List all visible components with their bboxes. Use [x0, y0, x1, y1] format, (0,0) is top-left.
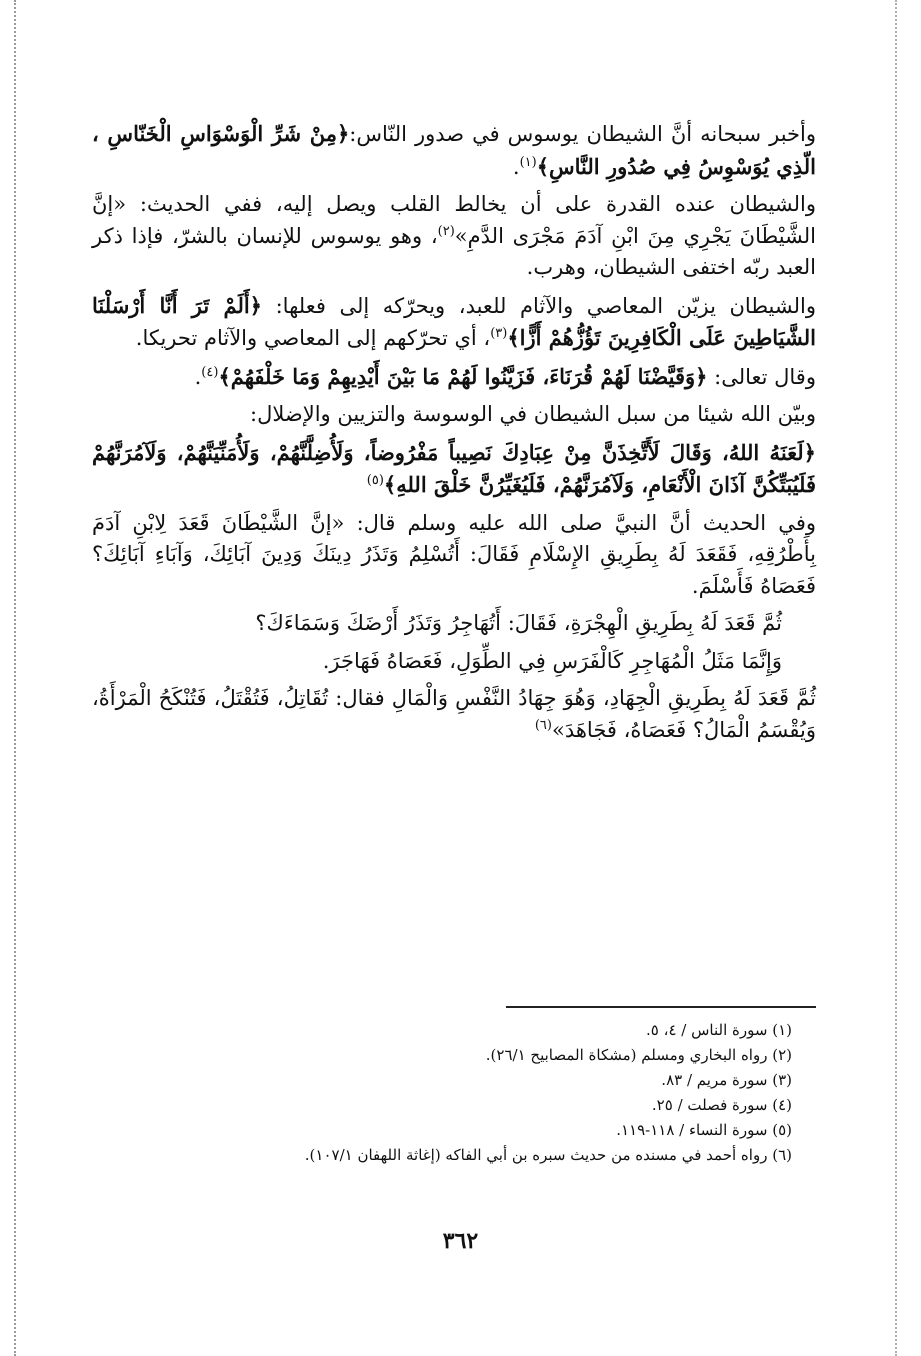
footnote: (١) سورة الناس / ٤، ٥. — [646, 1021, 792, 1039]
paragraph-text: والشيطان عنده القدرة على أن يخالط القلب ويصل إليه، ففي الحديث: «إنَّ الشَّيْطَانَ يَجْرِي مِنَ ابْنِ آدَمَ مَجْرَى الدَّمِ» — [92, 192, 816, 248]
paragraph-text: . — [194, 364, 202, 389]
quran-verse: ﴿مِنْ شَرِّ الْوَسْوَاسِ الْخَنّاسِ ، الّذِي يُوَسْوِسُ فِي صُدُورِ النَّاسِ﴾ — [92, 121, 816, 179]
footnote-ref: (٦) — [534, 717, 552, 733]
paragraph — [92, 646, 816, 678]
paragraph — [92, 290, 816, 355]
paragraph — [92, 608, 816, 640]
paragraph-text: والشيطان يزيّن المعاصي والآثام للعبد، ويحرّكه إلى فعلها: — [262, 293, 817, 318]
paragraph — [92, 399, 816, 431]
paragraph-text: . — [512, 154, 520, 179]
paragraph-text: وبيّن الله شيئا من سبل الشيطان في الوسوسة والتزيين والإضلال: — [250, 402, 816, 426]
paragraph — [92, 683, 816, 746]
footnote-ref: (٥) — [366, 473, 384, 488]
paragraph — [92, 508, 816, 603]
quran-verse: ﴿أَلَمْ تَرَ أَنَّا أَرْسَلْنَا الشَّيَاطِينَ عَلَى الْكَافِرِينَ تَؤُزُّهُمْ أَزًّا﴾ — [92, 292, 816, 350]
paragraph-text: وفي الحديث أنَّ النبيَّ صلى الله عليه وسلم قال: «إنَّ الشَّيْطَانَ قَعَدَ لِابْنِ آدَمَ بِأَطْرُقِهِ، فَقَعَدَ لَهُ بِطَرِيقِ الإِسْلَامِ فَقَالَ: أَتُسْلِمُ وَتَذَرُ دِينَكَ وَدِينَ آبَائِكَ، وَآبَاءِ آبَائِكَ؟ فَعَصَاهُ فَأَسْلَمَ. — [92, 510, 816, 598]
paragraph — [92, 189, 816, 284]
paragraph — [92, 361, 816, 394]
footnote: (٣) سورة مريم / ٨٣. — [661, 1071, 792, 1089]
page-number: ٣٦٢ — [442, 1228, 479, 1254]
footnotes — [92, 1018, 792, 1168]
paragraph-text: ، وهو يوسوس للإنسان بالشرّ، فإذا ذكر العبد ربّه اختفى الشيطان، وهرب. — [92, 223, 816, 279]
paragraph — [92, 118, 816, 183]
paragraph-text: ثُمَّ قَعَدَ لَهُ بِطَرِيقِ الْهِجْرَةِ، فَقَالَ: أَتُهَاجِرُ وَتَذَرُ أَرْضَكَ وَسَمَاءَكَ؟ — [255, 611, 782, 635]
quran-verse: ﴿لَعَنَهُ اللهُ، وَقَالَ لَأَتَّخِذَنَّ مِنْ عِبَادِكَ نَصِيباً مَفْرُوضاً، وَلَأُضِلَّنَّهُمْ، وَلَأُمَنِّيَنَّهُمْ، وَلَآمُرَنَّهُمْ فَلَيُبَتِّكُنَّ آذَانَ الْأَنْعَامِ، وَلَآمُرَنَّهُمْ، فَلَيُغَيِّرُنَّ خَلْقَ اللهِ﴾ — [92, 439, 816, 497]
footnote-ref: (٤) — [201, 364, 219, 380]
scan-edge-right — [895, 0, 897, 1356]
paragraph — [92, 437, 816, 502]
footnote-separator — [92, 1006, 816, 1008]
quran-verse: ﴿وَقَيَّضْنَا لَهُمْ قُرَنَاءَ، فَزَيَّنُوا لَهُمْ مَا بَيْنَ أَيْدِيهِمْ وَمَا خَلْفَهُمْ﴾ — [218, 363, 708, 389]
footnote: (٦) رواه أحمد في مسنده من حديث سبره بن أبي الفاكه (إغاثة اللهفان ١٠٧/١). — [304, 1146, 792, 1164]
scan-edge-left — [14, 0, 16, 1356]
paragraph-text: ثُمَّ قَعَدَ لَهُ بِطَرِيقِ الْجِهَادِ، وَهُوَ جِهَادُ النَّفْسِ وَالْمَالِ فقال: تُقَاتِلُ، فَتُقْتَلُ، فَتُنْكَحُ الْمَرْأَةُ، وَيُقْسَمُ الْمَالُ؟ فَعَصَاهُ، فَجَاهَدَ» — [92, 686, 816, 742]
paragraph-text: وَإِنَّمَا مَثَلُ الْمُهَاجِرِ كَالْفَرَسِ فِي الطِّوَلِ، فَعَصَاهُ فَهَاجَرَ. — [322, 648, 782, 673]
paragraph-text: وقال تعالى: — [707, 364, 816, 389]
main-text — [92, 118, 816, 752]
footnote-ref: (٢) — [437, 223, 455, 239]
footnote-ref: (١) — [519, 154, 537, 170]
footnote: (٢) رواه البخاري ومسلم (مشكاة المصابيح ٢٦/١). — [485, 1046, 792, 1064]
footnote-ref: (٣) — [490, 326, 508, 341]
footnote: (٤) سورة فصلت / ٢٥. — [651, 1096, 792, 1114]
footnote: (٥) سورة النساء / ١١٨-١١٩. — [616, 1121, 792, 1139]
paragraph-text: وأخبر سبحانه أنَّ الشيطان يوسوس في صدور النّاس: — [349, 122, 816, 146]
paragraph-text: ، أي تحرّكهم إلى المعاصي والآثام تحريكا. — [135, 326, 491, 350]
